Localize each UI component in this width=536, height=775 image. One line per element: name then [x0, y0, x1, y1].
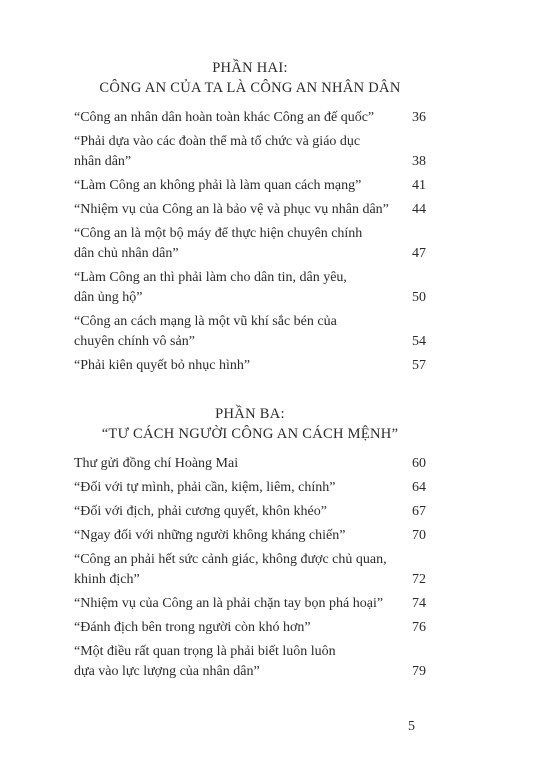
- toc-entry-page: 50: [412, 290, 426, 305]
- toc-entry-page: 54: [412, 334, 426, 349]
- toc-entry-line: “Làm Công an thì phải làm cho dân tin, dân yêu,: [74, 270, 347, 285]
- toc-entry: [74, 502, 426, 522]
- toc-entry-line: “Đối với địch, phải cương quyết, khôn khéo”: [74, 504, 327, 519]
- toc-entry-title: [74, 312, 400, 352]
- toc-entry-title: [74, 502, 400, 522]
- toc-entry-page: 38: [412, 154, 426, 169]
- toc-entry: [74, 176, 426, 196]
- toc-entry-title: [74, 356, 400, 376]
- toc-entry-line: “Công an nhân dân hoàn toàn khác Công an đế quốc”: [74, 110, 375, 125]
- toc-entry-line: “Đánh địch bên trong người còn khó hơn”: [74, 620, 311, 635]
- part2-heading: PHẦN HAI:: [212, 60, 288, 76]
- toc-entry-line: “Phải kiên quyết bỏ nhục hình”: [74, 358, 251, 373]
- toc-entry: [74, 526, 426, 546]
- toc-entry: [74, 618, 426, 638]
- toc-entry-title: [74, 550, 400, 590]
- toc-entry: [74, 356, 426, 376]
- toc-entry-page: 44: [412, 202, 426, 217]
- toc-entry: [74, 594, 426, 614]
- toc-entry-title: [74, 642, 400, 682]
- toc-entry-page: 60: [412, 456, 426, 471]
- toc-entry-page: 41: [412, 178, 426, 193]
- toc-entry-line: Thư gửi đồng chí Hoàng Mai: [74, 456, 239, 471]
- toc-entry: [74, 478, 426, 498]
- toc-entry-title: [74, 200, 400, 220]
- toc-entry-line: “Một điều rất quan trọng là phải biết luôn luôn: [74, 644, 336, 659]
- toc-entry-page: 72: [412, 572, 426, 587]
- toc-entry-page: 70: [412, 528, 426, 543]
- toc-entry-title: [74, 176, 400, 196]
- toc-entry-page: 36: [412, 110, 426, 125]
- toc-entry-line: “Ngay đối với những người không kháng chiến”: [74, 528, 346, 543]
- toc-entry-line: dân ủng hộ”: [74, 290, 143, 305]
- part2-toc: [74, 108, 426, 380]
- toc-entry-line: “Công an phải hết sức cảnh giác, không được chủ quan,: [74, 552, 387, 567]
- toc-entry-title: [74, 268, 400, 308]
- toc-entry-page: 67: [412, 504, 426, 519]
- part2-subheading: CÔNG AN CỦA TA LÀ CÔNG AN NHÂN DÂN: [99, 80, 401, 96]
- toc-entry-title: [74, 224, 400, 264]
- toc-entry: [74, 268, 426, 308]
- toc-entry: [74, 550, 426, 590]
- toc-entry-page: 57: [412, 358, 426, 373]
- toc-entry: [74, 454, 426, 474]
- toc-entry-title: [74, 132, 400, 172]
- part3-heading: PHẦN BA:: [215, 406, 285, 422]
- toc-entry-page: 74: [412, 596, 426, 611]
- toc-entry-page: 76: [412, 620, 426, 635]
- toc-entry-line: “Làm Công an không phải là làm quan cách mạng”: [74, 178, 362, 193]
- toc-entry-line: “Phải dựa vào các đoàn thể mà tổ chức và giáo dục: [74, 134, 361, 149]
- toc-entry: [74, 200, 426, 220]
- toc-entry-title: [74, 526, 400, 546]
- toc-entry-page: 47: [412, 246, 426, 261]
- part3-toc: [74, 454, 426, 686]
- toc-entry: [74, 312, 426, 352]
- toc-entry-title: [74, 594, 400, 614]
- toc-entry-title: [74, 108, 400, 128]
- part3-header: [60, 404, 440, 444]
- part3-subheading: “TƯ CÁCH NGƯỜI CÔNG AN CÁCH MỆNH”: [101, 426, 399, 442]
- toc-entry-page: 64: [412, 480, 426, 495]
- toc-entry-title: [74, 618, 400, 638]
- toc-entry-line: nhân dân”: [74, 154, 132, 169]
- toc-entry: [74, 224, 426, 264]
- toc-entry: [74, 642, 426, 682]
- toc-entry-line: khinh địch”: [74, 572, 140, 587]
- toc-entry-line: dân chủ nhân dân”: [74, 246, 179, 261]
- toc-entry-line: “Công an cách mạng là một vũ khí sắc bén của: [74, 314, 337, 329]
- toc-entry-title: [74, 478, 400, 498]
- toc-entry: [74, 108, 426, 128]
- toc-entry-line: dựa vào lực lượng của nhân dân”: [74, 664, 260, 679]
- toc-entry-line: “Đối với tự mình, phải cần, kiệm, liêm, chính”: [74, 480, 336, 495]
- toc-entry-line: chuyên chính vô sản”: [74, 334, 195, 349]
- part2-header: [60, 58, 440, 98]
- toc-entry-page: 79: [412, 664, 426, 679]
- toc-entry-line: “Công an là một bộ máy để thực hiện chuyên chính: [74, 226, 363, 241]
- toc-entry-line: “Nhiệm vụ của Công an là bảo vệ và phục vụ nhân dân”: [74, 202, 389, 217]
- toc-entry-line: “Nhiệm vụ của Công an là phải chặn tay bọn phá hoại”: [74, 596, 384, 611]
- page-number: 5: [408, 719, 415, 734]
- toc-entry-title: [74, 454, 400, 474]
- toc-entry: [74, 132, 426, 172]
